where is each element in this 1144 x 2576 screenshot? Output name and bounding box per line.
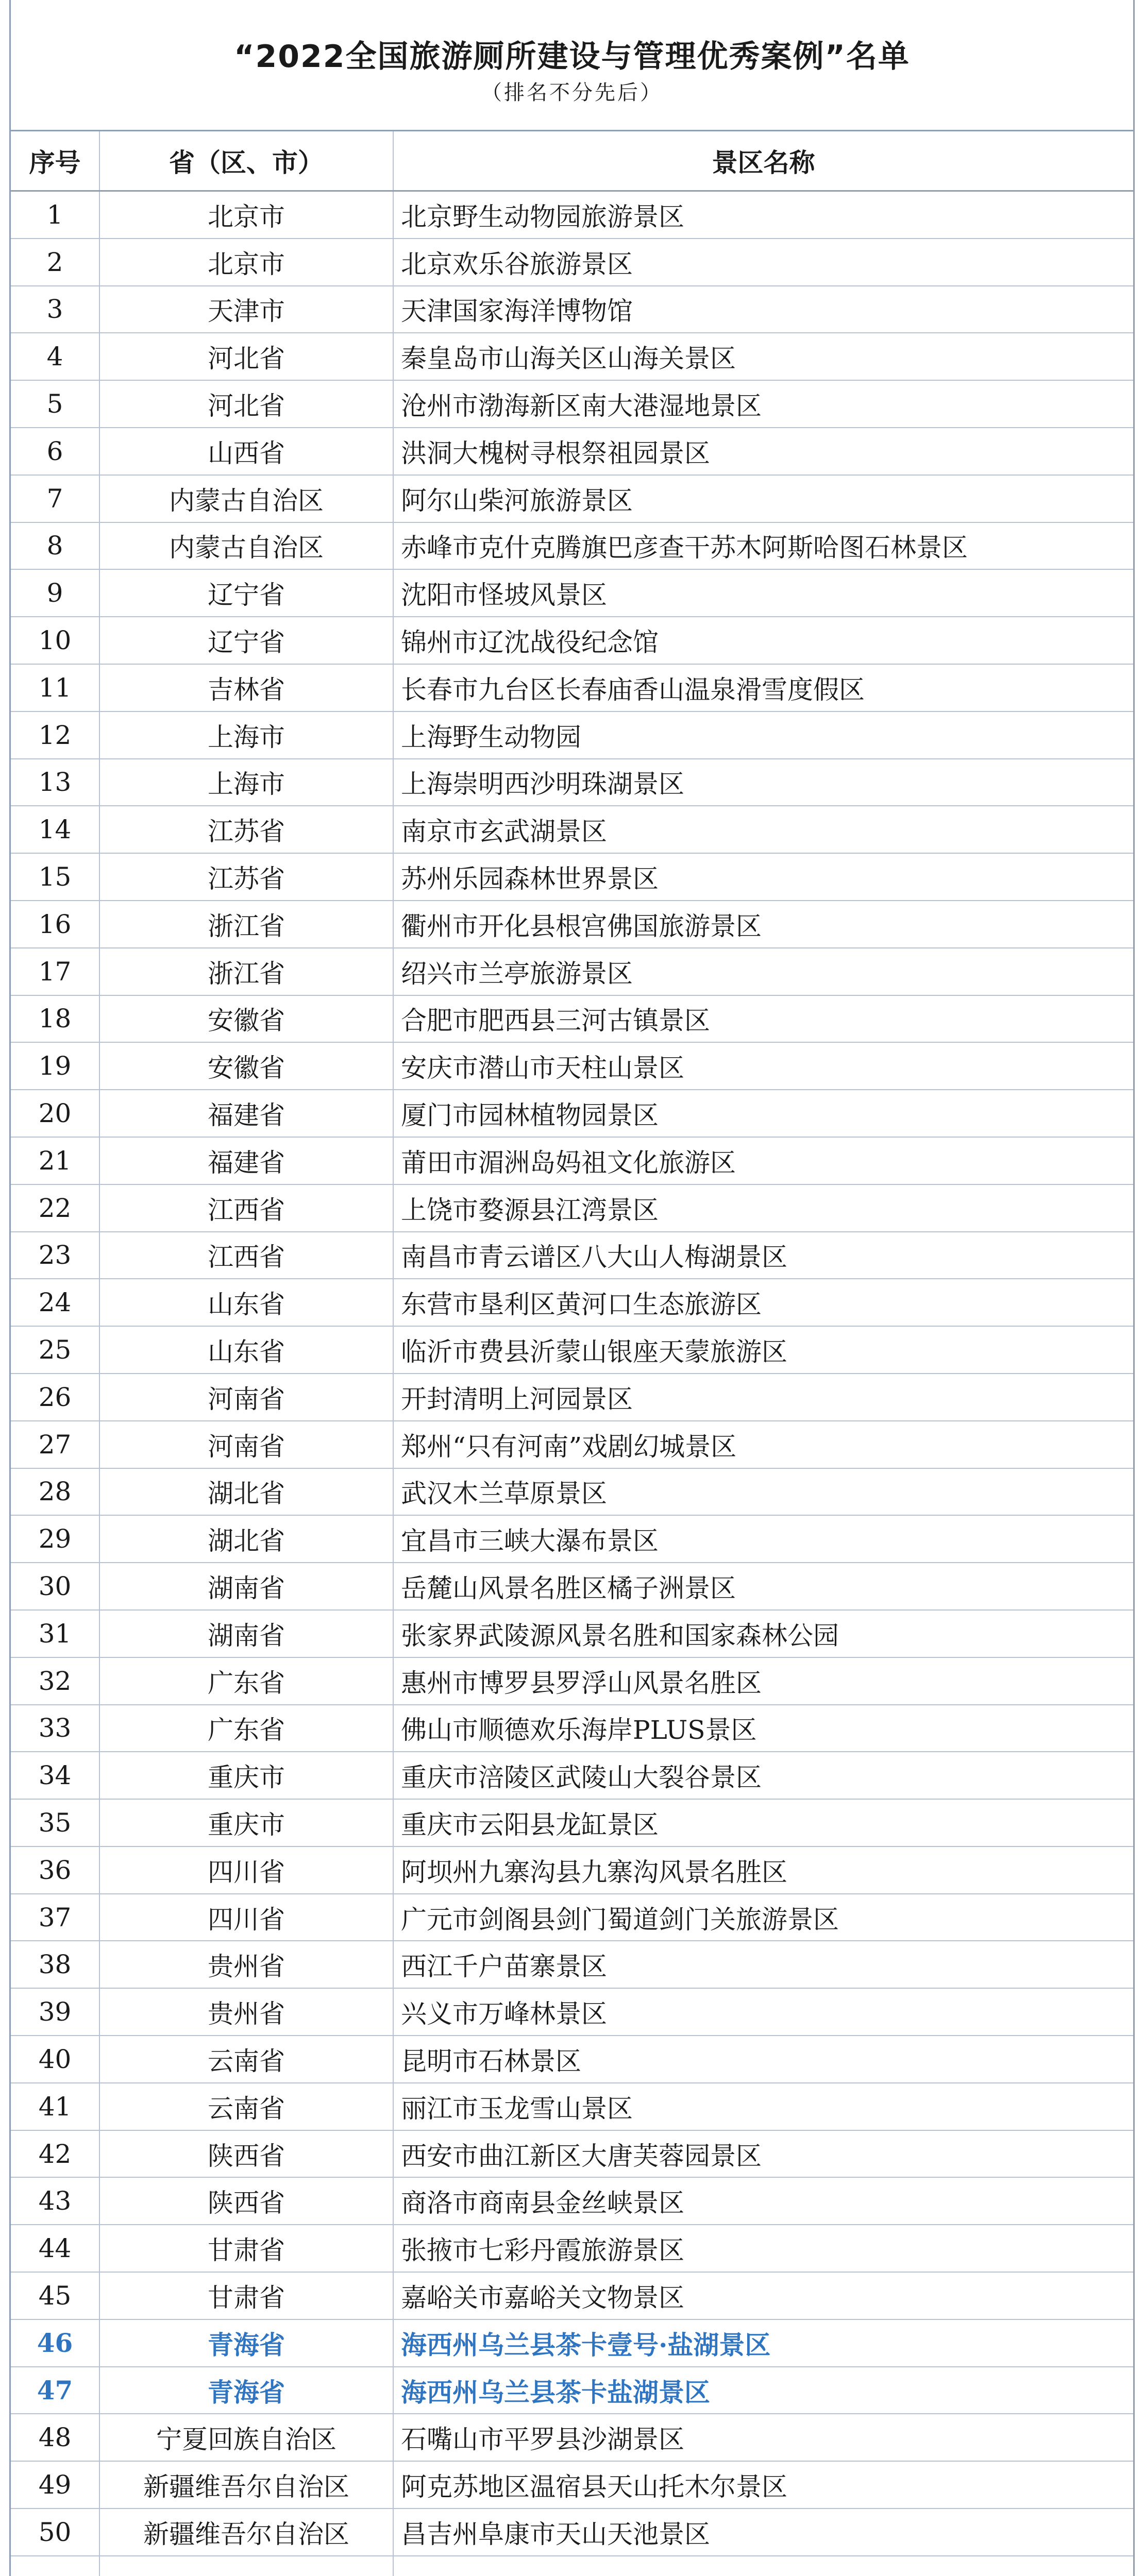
row-province-cell: 内蒙古自治区 [99,475,393,522]
row-index-cell: 32 [11,1657,99,1705]
page-title: “2022全国旅游厕所建设与管理优秀案例”名单 [234,39,910,75]
row-scenic-cell: 海西州乌兰县茶卡壹号·盐湖景区 [393,2319,1133,2367]
row-province-cell: 山东省 [99,1279,393,1326]
table-row [11,1846,1133,1894]
row-index-cell: 11 [11,664,99,711]
row-index-cell: 21 [11,1137,99,1184]
row-index-cell: 15 [11,853,99,901]
table-row [11,1705,1133,1752]
row-province-cell: 北京市 [99,191,393,239]
row-index-cell: 4 [11,333,99,380]
table-row [11,1988,1133,2036]
row-province-cell: 新疆维吾尔自治区 [99,2509,393,2556]
row-index-cell: 31 [11,1610,99,1657]
row-scenic-cell: 秦皇岛市山海关区山海关景区 [393,333,1133,380]
row-scenic-cell: 郑州“只有河南”戏剧幻城景区 [393,1421,1133,1468]
row-province-cell: 江西省 [99,1184,393,1232]
row-province-cell: 贵州省 [99,1988,393,2036]
row-province-cell: 江苏省 [99,853,393,901]
row-index-cell: 28 [11,1468,99,1516]
row-index-cell: 47 [11,2367,99,2414]
row-province-cell: 陕西省 [99,2130,393,2178]
row-index-cell: 43 [11,2177,99,2225]
row-scenic-cell: 丽江市玉龙雪山景区 [393,2083,1133,2130]
row-scenic-cell: 锦州市辽沈战役纪念馆 [393,617,1133,664]
row-province-cell: 宁夏回族自治区 [99,2414,393,2461]
table-row [11,2319,1133,2367]
table-row [11,2509,1133,2556]
table-row [11,1421,1133,1468]
row-province-cell: 河北省 [99,380,393,428]
row-index-cell: 14 [11,806,99,853]
row-index-cell: 33 [11,1705,99,1752]
table-row [11,711,1133,759]
empty-cell [11,2556,99,2576]
row-scenic-cell: 临沂市费县沂蒙山银座天蒙旅游区 [393,1326,1133,1374]
row-province-cell: 重庆市 [99,1799,393,1846]
row-scenic-cell: 岳麓山风景名胜区橘子洲景区 [393,1563,1133,1610]
row-scenic-cell: 阿克苏地区温宿县天山托木尔景区 [393,2461,1133,2509]
row-scenic-cell: 商洛市商南县金丝峡景区 [393,2177,1133,2225]
spreadsheet-sheet [9,0,1135,2576]
row-index-cell: 19 [11,1042,99,1090]
row-scenic-cell: 北京欢乐谷旅游景区 [393,239,1133,286]
table-row [11,948,1133,995]
header-row [11,131,1133,191]
row-province-cell: 上海市 [99,759,393,806]
row-index-cell: 20 [11,1090,99,1137]
table-row [11,239,1133,286]
row-scenic-cell: 佛山市顺德欢乐海岸PLUS景区 [393,1705,1133,1752]
case-list-table [11,131,1133,2576]
table-row [11,2177,1133,2225]
table-row [11,333,1133,380]
table-row [11,522,1133,570]
table-row [11,2367,1133,2414]
row-scenic-cell: 衢州市开化县根宫佛国旅游景区 [393,901,1133,948]
row-scenic-cell: 昆明市石林景区 [393,2036,1133,2083]
table-row [11,1232,1133,1279]
table-row [11,2272,1133,2319]
table-row [11,901,1133,948]
row-index-cell: 26 [11,1374,99,1421]
row-province-cell: 湖北省 [99,1515,393,1563]
row-scenic-cell: 阿尔山柴河旅游景区 [393,475,1133,522]
row-scenic-cell: 长春市九台区长春庙香山温泉滑雪度假区 [393,664,1133,711]
row-index-cell: 37 [11,1894,99,1941]
row-index-cell: 35 [11,1799,99,1846]
row-index-cell: 5 [11,380,99,428]
row-province-cell: 吉林省 [99,664,393,711]
row-province-cell: 福建省 [99,1090,393,1137]
row-scenic-cell: 安庆市潜山市天柱山景区 [393,1042,1133,1090]
row-scenic-cell: 绍兴市兰亭旅游景区 [393,948,1133,995]
row-scenic-cell: 洪洞大槐树寻根祭祖园景区 [393,428,1133,475]
row-province-cell: 山东省 [99,1326,393,1374]
row-province-cell: 陕西省 [99,2177,393,2225]
row-province-cell: 江苏省 [99,806,393,853]
row-index-cell: 48 [11,2414,99,2461]
row-province-cell: 上海市 [99,711,393,759]
row-province-cell: 广东省 [99,1705,393,1752]
row-scenic-cell: 上海野生动物园 [393,711,1133,759]
row-province-cell: 贵州省 [99,1941,393,1988]
row-index-cell: 29 [11,1515,99,1563]
row-scenic-cell: 广元市剑阁县剑门蜀道剑门关旅游景区 [393,1894,1133,1941]
table-row [11,853,1133,901]
row-index-cell: 8 [11,522,99,570]
table-row [11,2083,1133,2130]
row-scenic-cell: 北京野生动物园旅游景区 [393,191,1133,239]
row-index-cell: 40 [11,2036,99,2083]
table-row [11,191,1133,239]
table-row [11,1894,1133,1941]
row-scenic-cell: 合肥市肥西县三河古镇景区 [393,995,1133,1043]
table-row [11,1374,1133,1421]
row-scenic-cell: 武汉木兰草原景区 [393,1468,1133,1516]
table-row [11,1279,1133,1326]
row-province-cell: 新疆维吾尔自治区 [99,2461,393,2509]
row-scenic-cell: 上海崇明西沙明珠湖景区 [393,759,1133,806]
table-row [11,428,1133,475]
row-scenic-cell: 南昌市青云谱区八大山人梅湖景区 [393,1232,1133,1279]
row-scenic-cell: 张家界武陵源风景名胜和国家森林公园 [393,1610,1133,1657]
row-scenic-cell: 石嘴山市平罗县沙湖景区 [393,2414,1133,2461]
row-province-cell: 广东省 [99,1657,393,1705]
row-province-cell: 辽宁省 [99,617,393,664]
table-row [11,1326,1133,1374]
empty-row [11,2556,1133,2576]
row-province-cell: 青海省 [99,2319,393,2367]
empty-cell [99,2556,393,2576]
row-scenic-cell: 南京市玄武湖景区 [393,806,1133,853]
row-index-cell: 23 [11,1232,99,1279]
row-scenic-cell: 沧州市渤海新区南大港湿地景区 [393,380,1133,428]
table-row [11,1941,1133,1988]
row-province-cell: 内蒙古自治区 [99,522,393,570]
row-province-cell: 安徽省 [99,995,393,1043]
table-row [11,380,1133,428]
row-index-cell: 45 [11,2272,99,2319]
empty-cell [393,2556,1133,2576]
table-row [11,1610,1133,1657]
row-scenic-cell: 厦门市园林植物园景区 [393,1090,1133,1137]
row-index-cell: 12 [11,711,99,759]
table-row [11,1184,1133,1232]
row-index-cell: 7 [11,475,99,522]
row-province-cell: 山西省 [99,428,393,475]
title-block [11,0,1133,131]
row-scenic-cell: 重庆市涪陵区武陵山大裂谷景区 [393,1752,1133,1799]
row-scenic-cell: 海西州乌兰县茶卡盐湖景区 [393,2367,1133,2414]
row-province-cell: 四川省 [99,1846,393,1894]
row-province-cell: 辽宁省 [99,569,393,617]
row-province-cell: 北京市 [99,239,393,286]
row-province-cell: 河北省 [99,333,393,380]
table-row [11,286,1133,333]
row-province-cell: 河南省 [99,1421,393,1468]
row-province-cell: 江西省 [99,1232,393,1279]
row-index-cell: 42 [11,2130,99,2178]
row-scenic-cell: 赤峰市克什克腾旗巴彦查干苏木阿斯哈图石林景区 [393,522,1133,570]
row-index-cell: 16 [11,901,99,948]
table-row [11,1137,1133,1184]
row-index-cell: 2 [11,239,99,286]
row-index-cell: 25 [11,1326,99,1374]
row-index-cell: 30 [11,1563,99,1610]
row-index-cell: 18 [11,995,99,1043]
row-index-cell: 50 [11,2509,99,2556]
row-index-cell: 17 [11,948,99,995]
row-index-cell: 39 [11,1988,99,2036]
row-scenic-cell: 西江千户苗寨景区 [393,1941,1133,1988]
row-scenic-cell: 苏州乐园森林世界景区 [393,853,1133,901]
row-province-cell: 湖南省 [99,1610,393,1657]
row-scenic-cell: 莆田市湄洲岛妈祖文化旅游区 [393,1137,1133,1184]
table-row [11,1563,1133,1610]
row-province-cell: 青海省 [99,2367,393,2414]
row-scenic-cell: 上饶市婺源县江湾景区 [393,1184,1133,1232]
row-index-cell: 44 [11,2225,99,2272]
table-row [11,1090,1133,1137]
row-index-cell: 6 [11,428,99,475]
row-index-cell: 49 [11,2461,99,2509]
header-province: 省（区、市） [99,131,393,191]
table-row [11,759,1133,806]
row-scenic-cell: 重庆市云阳县龙缸景区 [393,1799,1133,1846]
table-row [11,475,1133,522]
row-index-cell: 1 [11,191,99,239]
row-province-cell: 重庆市 [99,1752,393,1799]
table-row [11,1515,1133,1563]
table-row [11,617,1133,664]
row-scenic-cell: 宜昌市三峡大瀑布景区 [393,1515,1133,1563]
row-province-cell: 湖北省 [99,1468,393,1516]
header-scenic: 景区名称 [393,131,1133,191]
table-body [11,191,1133,2576]
row-scenic-cell: 沈阳市怪坡风景区 [393,569,1133,617]
row-index-cell: 24 [11,1279,99,1326]
row-index-cell: 36 [11,1846,99,1894]
table-row [11,569,1133,617]
table-row [11,995,1133,1043]
row-index-cell: 46 [11,2319,99,2367]
row-index-cell: 3 [11,286,99,333]
table-row [11,1752,1133,1799]
row-index-cell: 27 [11,1421,99,1468]
row-scenic-cell: 东营市垦利区黄河口生态旅游区 [393,1279,1133,1326]
row-province-cell: 天津市 [99,286,393,333]
row-index-cell: 13 [11,759,99,806]
row-province-cell: 浙江省 [99,901,393,948]
row-scenic-cell: 开封清明上河园景区 [393,1374,1133,1421]
row-province-cell: 四川省 [99,1894,393,1941]
table-row [11,806,1133,853]
row-scenic-cell: 西安市曲江新区大唐芙蓉园景区 [393,2130,1133,2178]
row-province-cell: 安徽省 [99,1042,393,1090]
row-province-cell: 甘肃省 [99,2225,393,2272]
row-index-cell: 38 [11,1941,99,1988]
table-row [11,2461,1133,2509]
table-row [11,1468,1133,1516]
table-row [11,2130,1133,2178]
header-index: 序号 [11,131,99,191]
row-scenic-cell: 兴义市万峰林景区 [393,1988,1133,2036]
row-province-cell: 浙江省 [99,948,393,995]
row-index-cell: 41 [11,2083,99,2130]
row-scenic-cell: 惠州市博罗县罗浮山风景名胜区 [393,1657,1133,1705]
row-province-cell: 甘肃省 [99,2272,393,2319]
row-index-cell: 22 [11,1184,99,1232]
table-row [11,2225,1133,2272]
row-scenic-cell: 昌吉州阜康市天山天池景区 [393,2509,1133,2556]
page-subtitle: （排名不分先后） [481,81,663,105]
row-index-cell: 10 [11,617,99,664]
row-province-cell: 云南省 [99,2083,393,2130]
table-row [11,2036,1133,2083]
row-index-cell: 9 [11,569,99,617]
table-row [11,1799,1133,1846]
row-scenic-cell: 阿坝州九寨沟县九寨沟风景名胜区 [393,1846,1133,1894]
row-scenic-cell: 张掖市七彩丹霞旅游景区 [393,2225,1133,2272]
table-row [11,2414,1133,2461]
table-row [11,1042,1133,1090]
row-scenic-cell: 天津国家海洋博物馆 [393,286,1133,333]
row-scenic-cell: 嘉峪关市嘉峪关文物景区 [393,2272,1133,2319]
row-index-cell: 34 [11,1752,99,1799]
row-province-cell: 湖南省 [99,1563,393,1610]
row-province-cell: 河南省 [99,1374,393,1421]
table-row [11,1657,1133,1705]
table-row [11,664,1133,711]
row-province-cell: 福建省 [99,1137,393,1184]
row-province-cell: 云南省 [99,2036,393,2083]
